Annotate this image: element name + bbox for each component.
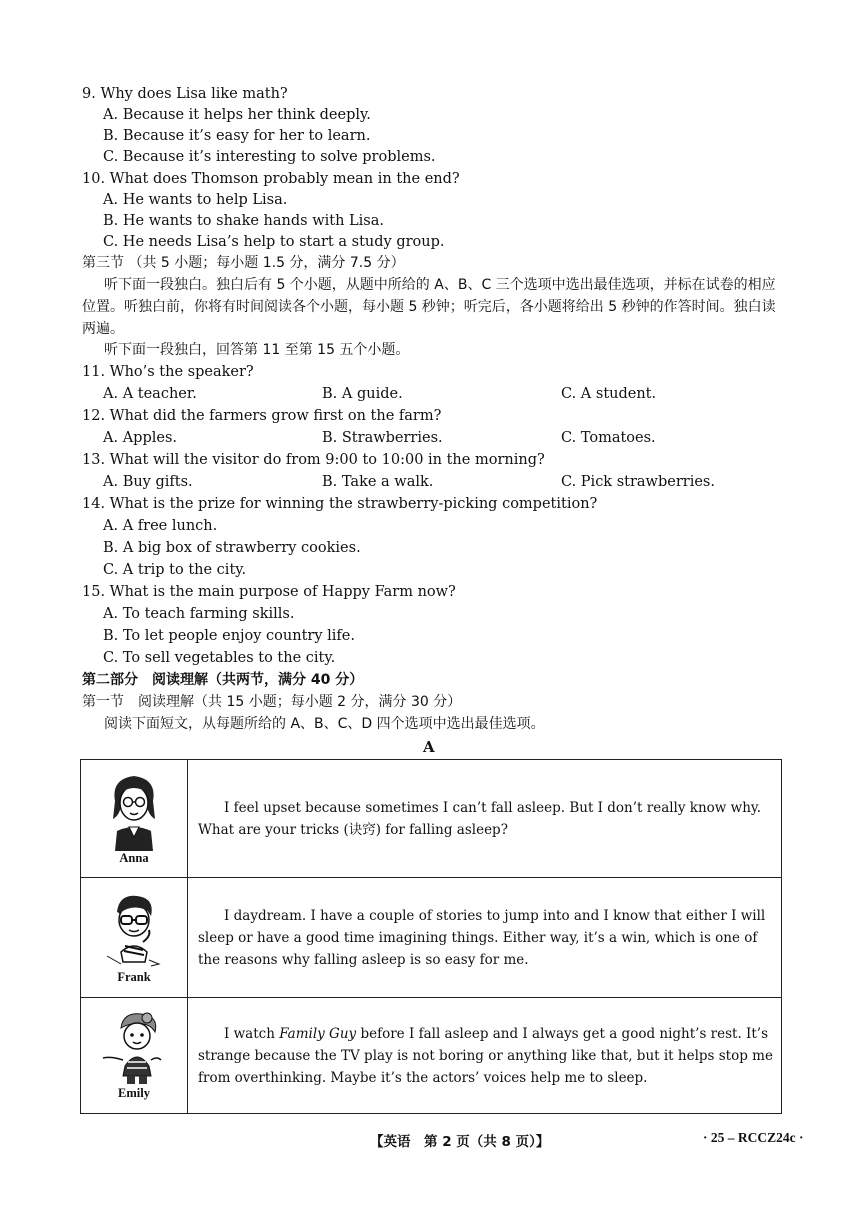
frank-avatar-icon xyxy=(103,890,165,970)
emily-avatar-icon xyxy=(99,1010,169,1086)
q9-option-c: C. Because it’s interesting to solve problems. xyxy=(103,149,436,165)
emily-cell xyxy=(81,998,188,1114)
q11-option-a: A. A teacher. xyxy=(103,386,197,402)
part2-instruction: 阅读下面短文，从每题所给的 A、B、C、D 四个选项中选出最佳选项。 xyxy=(104,716,545,732)
q11-option-b: B. A guide. xyxy=(322,386,403,402)
question-14: 14. What is the prize for winning the strawberry-picking competition? xyxy=(82,496,598,512)
q12-option-a: A. Apples. xyxy=(103,430,177,446)
anna-text: I feel upset because sometimes I can’t fall asleep. But I don’t really know why. What are your tricks (诀窍) for falling asleep? xyxy=(188,760,782,878)
section3-lead: 听下面一段独白，回答第 11 至第 15 五个小题。 xyxy=(104,342,410,358)
person-name: Frank xyxy=(117,970,151,984)
exam-code: · 25 – RCCZ24c · xyxy=(703,1130,804,1145)
q13-option-b: B. Take a walk. xyxy=(322,474,434,490)
part2-section1-header: 第一节 阅读理解（共 15 小题；每小题 2 分，满分 30 分） xyxy=(82,694,462,710)
q14-option-c: C. A trip to the city. xyxy=(103,562,247,578)
q15-option-b: B. To let people enjoy country life. xyxy=(103,628,355,644)
section3-header: 第三节 （共 5 小题；每小题 1.5 分，满分 7.5 分） xyxy=(82,255,405,271)
section3-instruction: 听下面一段独白。独白后有 5 个小题，从题中所给的 A、B、C 三个选项中选出最佳选项，并标在试卷的相应位置。听独白前，你将有时间阅读各个小题，每小题 5 秒钟；听完后，各小题将给出 5 秒钟的作答时间。独白读两遍。 xyxy=(82,277,776,337)
person-name: Anna xyxy=(119,851,149,865)
passage-label: A xyxy=(423,738,435,756)
q10-option-b: B. He wants to shake hands with Lisa. xyxy=(103,213,384,229)
question-10: 10. What does Thomson probably mean in the end? xyxy=(82,171,460,187)
q12-option-c: C. Tomatoes. xyxy=(561,430,656,446)
emily-text xyxy=(188,998,782,1114)
frank-text: I daydream. I have a couple of stories to jump into and I know that either I will sleep or have a good time imagining things. Either way, it’s a win, which is one of the reasons why falling asleep is so easy for me. xyxy=(188,878,782,998)
part2-header: 第二部分 阅读理解（共两节，满分 40 分） xyxy=(82,672,364,688)
q12-option-b: B. Strawberries. xyxy=(322,430,443,446)
frank-cell xyxy=(81,878,188,998)
passage-a-table xyxy=(80,759,782,1114)
question-15: 15. What is the main purpose of Happy Farm now? xyxy=(82,584,456,600)
question-11: 11. Who’s the speaker? xyxy=(82,364,254,380)
table-row xyxy=(81,878,782,998)
q14-option-b: B. A big box of strawberry cookies. xyxy=(103,540,361,556)
q15-option-c: C. To sell vegetables to the city. xyxy=(103,650,336,666)
question-9: 9. Why does Lisa like math? xyxy=(82,86,288,102)
q10-option-c: C. He needs Lisa’s help to start a study group. xyxy=(103,234,445,250)
question-12: 12. What did the farmers grow first on the farm? xyxy=(82,408,442,424)
q15-option-a: A. To teach farming skills. xyxy=(103,606,295,622)
q14-option-a: A. A free lunch. xyxy=(103,518,218,534)
q13-option-a: A. Buy gifts. xyxy=(103,474,193,490)
question-13: 13. What will the visitor do from 9:00 to 10:00 in the morning? xyxy=(82,452,545,468)
emily-text-end: before I fall asleep and I always get a good night’s rest. It’s strange because the TV play is not boring or anything like that, but it helps stop me from overthinking. Maybe it’s the actors’ voices help me to sleep. xyxy=(198,1025,773,1086)
q9-option-b: B. Because it’s easy for her to learn. xyxy=(103,128,371,144)
q13-option-c: C. Pick strawberries. xyxy=(561,474,715,490)
table-row xyxy=(81,760,782,878)
page-number: 【英语 第 2 页（共 8 页）】 xyxy=(370,1134,550,1150)
anna-avatar-icon xyxy=(103,771,165,851)
person-name: Emily xyxy=(118,1086,150,1100)
q11-option-c: C. A student. xyxy=(561,386,657,402)
tv-show-title: Family Guy xyxy=(279,1025,357,1042)
anna-cell xyxy=(81,760,188,878)
table-row xyxy=(81,998,782,1114)
emily-text-start: I watch xyxy=(224,1025,280,1042)
q10-option-a: A. He wants to help Lisa. xyxy=(103,192,288,208)
q9-option-a: A. Because it helps her think deeply. xyxy=(103,107,371,123)
